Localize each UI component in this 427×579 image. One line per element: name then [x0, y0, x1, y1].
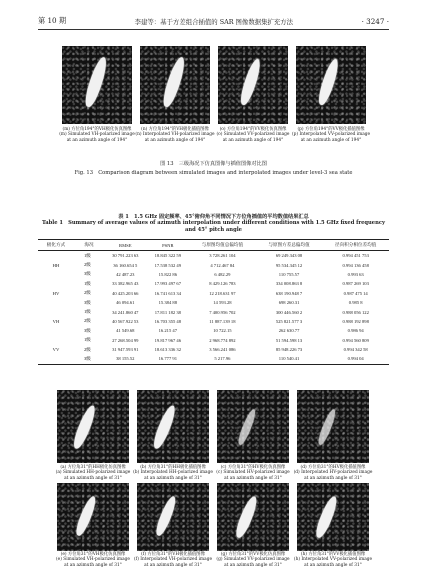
caption-h: (h) 方位角31°的VV极化插值图像 (h) Interpolated VV-polarized image at an azimuth angle of 31° — [293, 552, 373, 568]
sar-image-g — [217, 483, 289, 551]
col-psnr: PSNR — [162, 242, 174, 248]
table-row: 3级 41 549.68 16.215 47 10 722.15 262 630.77 0.986 94 — [84, 327, 364, 334]
sar-image-p — [296, 46, 366, 124]
sar-image-n — [140, 46, 210, 124]
sar-image-f — [137, 483, 209, 551]
caption-d: (d) 方位角31°的HV极化插值图像 (d) Interpolated HV-polarized image at an azimuth angle of 31° — [293, 465, 373, 481]
col-rmse: RMSE — [119, 242, 132, 248]
caption-m: (m) 方位角194°的VH极化仿真图像 (m) Simulated VH-polarized image at an azimuth angle of 194° — [59, 127, 135, 143]
table-row: 3级 46 094.61 15.384 88 14 593.28 698 260.31 0.985 8 — [84, 299, 363, 306]
col-phase-difference: 径向积分相位差均值 — [334, 242, 377, 247]
table-header-row — [38, 240, 389, 251]
page-header — [38, 15, 389, 27]
table-row: 2级 36 160.654 5 17.538 532 49 4 712.467 84 95 534.345 12 0.994 136 458 — [84, 262, 369, 268]
figure-13-caption: 图 13 三级海况下仿真图像与插值图像对比图 Fig. 13 Comparison diagram between simulated images and interpolated images under level-3 sea state — [74, 161, 353, 176]
sar-image-e — [57, 483, 129, 551]
table-row: HH 1级 30 791.223 63 18.845 322 59 3 728.261 104 69 249.343 08 0.994 451 753 — [38, 251, 389, 261]
header-rule — [38, 29, 389, 30]
sar-image-d — [297, 390, 369, 463]
caption-g: (g) 方位角31°的VV极化仿真图像 (g) Simulated VV-polarized image at an azimuth angle of 31° — [216, 552, 290, 568]
pol-cell: HV — [52, 290, 60, 296]
sar-image-m — [62, 46, 132, 124]
table-row: 2级 40 567.922 53 16.703 355 48 11 887.139 18 525 821.577 3 0.988 192 898 — [84, 318, 369, 324]
caption-f: (f) 方位角31°的VH极化插值图像 (f) Interpolated VH-polarized image at an azimuth angle of 31° — [134, 552, 212, 568]
sar-image-c — [217, 390, 289, 463]
caption-o: (o) 方位角194°的VV极化仿真图像 (o) Simulated VV-polarized image at an azimuth angle of 194° — [216, 127, 290, 143]
results-table — [38, 239, 389, 365]
table-1-title: 表 1 1.5 GHz 固定频率、45°俯仰角不同情况下方位角插值的平均数值结果汇总 Table 1 Summary of average values of azimuth interpolation under different conditions with 1.5 GHz fixed frequency and 45° pitch angle — [41, 214, 386, 233]
caption-c: (c) 方位角31°的HV极化仿真图像 (c) Simulated HV-polarized image at an azimuth angle of 31° — [216, 465, 290, 481]
col-sea-state: 海况 — [84, 242, 94, 247]
pol-cell: VV — [52, 347, 60, 353]
table-row: 2级 31 947.593 91 18.613 336 32 3 566.241 086 85 948.226 73 0.994 342 58 — [84, 346, 368, 353]
table-row: HV 1级 33 382.965 43 17.993 497 67 8 429.126 783 334 008.863 8 0.987 269 103 — [38, 279, 389, 288]
issue-label: 第 10 期 — [38, 16, 67, 25]
sar-image-h — [297, 483, 369, 551]
pol-cell: VH — [52, 318, 60, 324]
running-title: 李建等：基于方差组合插值的 SAR 图像数据集扩充方法 — [134, 17, 294, 26]
page-number: · 3247 · — [361, 16, 389, 26]
sar-image-o — [218, 46, 288, 124]
col-mean-deviation: 与原图均值总偏均值 — [201, 242, 244, 247]
sar-image-a — [57, 390, 129, 463]
table-row: VH 1级 34 241.860 47 17.811 182 38 7 400.956 702 300 446.560 2 0.988 056 122 — [38, 307, 389, 316]
pol-cell: HH — [52, 262, 60, 268]
table-row: 3级 38 155.52 16.777 91 5 217.96 110 540.41 0.994 04 — [38, 354, 389, 364]
table-row: VV 1级 27 268.504 99 19.817 967 46 2 968.774 892 51 594.598 13 0.994 560 809 — [38, 336, 389, 345]
table-row: 2级 40 425.203 66 16.741 613 34 12 218.631 97 638 190.948 7 0.987 475 14 — [84, 290, 368, 296]
col-polarization: 极化方式 — [46, 242, 66, 247]
caption-n: (n) 方位角194°的VH极化插值图像 (n) Interpolated VH-polarized image at an azimuth angle of 194° — [135, 127, 215, 143]
caption-p: (p) 方位角194°的VV极化插值图像 (p) Interpolated VV-polarized image at an azimuth angle of 194° — [291, 127, 371, 143]
caption-b: (b) 方位角31°的HH极化插值图像 (b) Interpolated HH-polarized image at an azimuth angle of 31° — [133, 465, 213, 481]
col-variance-deviation: 与原图方差总偏均值 — [268, 242, 310, 247]
sar-image-b — [137, 390, 209, 463]
caption-a: (a) 方位角31°的HH极化仿真图像 (a) Simulated HH-polarized image at an azimuth angle of 31° — [55, 465, 131, 481]
table-row: 3级 42 487.23 15.822 86 6 482.29 110 755.57 0.993 63 — [84, 271, 364, 277]
caption-e: (e) 方位角31°的VH极化仿真图像 (e) Simulated VH-polarized image at an azimuth angle of 31° — [56, 552, 130, 568]
